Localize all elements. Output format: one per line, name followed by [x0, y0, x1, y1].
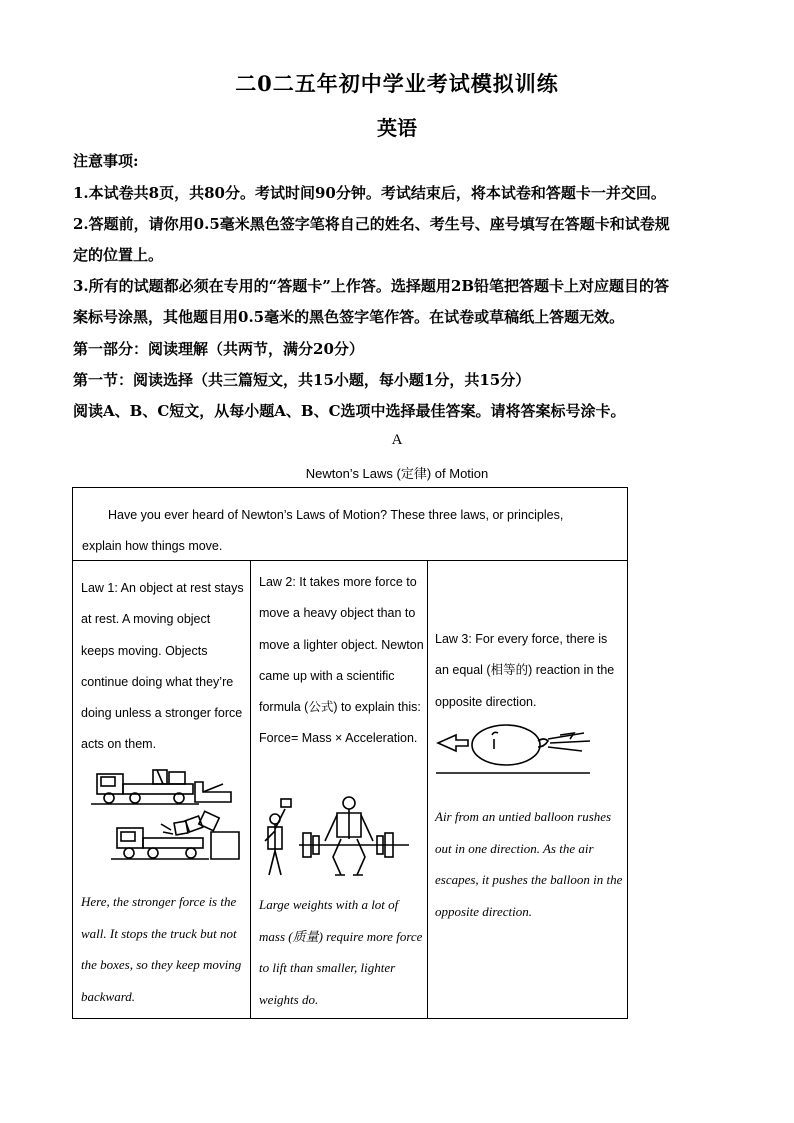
exam-title: 二0二五年初中学业考试模拟训练: [235, 71, 559, 96]
subject-title: 英语: [377, 116, 417, 140]
part-heading: 第一部分：阅读理解（共两节，满分20分）: [73, 340, 364, 358]
passage-intro-cell: [73, 488, 627, 561]
passage-title: Newton’s Laws (定律) of Motion: [305, 466, 489, 481]
law3-text: Law 3: For every force, there is an equal (相等的) reaction in the opposite direction.: [435, 632, 615, 709]
reading-instruction: 阅读A、B、C短文，从每小题A、B、C选项中选择最佳答案。请将答案标号涂卡。: [73, 402, 626, 420]
law1-text: Law 1: An object at rest stays at rest. A moving object keeps moving. Objects continue doing what they’re doing unless a stronger force acts on them.: [81, 581, 244, 752]
law2-caption: Large weights with a lot of mass (质量) require more force to lift than smaller, lighter weights do.: [259, 897, 423, 1007]
law2-text: Law 2: It takes more force to move a heavy object than to move a lighter object. Newton came up with a scientific formula (公式) to explain this: Force= Mass × Acceleration.: [259, 575, 424, 746]
passage-table: [72, 487, 628, 1019]
balloon-illustration: [434, 723, 594, 783]
law1-caption: Here, the stronger force is the wall. It stops the truck but not the boxes, so they keep moving backward.: [81, 894, 242, 1004]
passage-letter: A: [391, 432, 403, 448]
law2-cell: [251, 561, 428, 1018]
passage-intro-text: Have you ever heard of Newton’s Laws of Motion? These three laws, or principles, explain how things move.: [82, 508, 564, 553]
law1-cell: [73, 561, 251, 1018]
weightlifter-illustration: [259, 793, 419, 883]
truck-illustration: [91, 766, 241, 876]
law3-cell: [428, 561, 627, 1018]
notes-heading: 注意事项:: [73, 152, 139, 170]
law3-caption: Air from an untied balloon rushes out in one direction. As the air escapes, it pushes the balloon in the opposite direction.: [435, 809, 623, 919]
subsection-heading: 第一节：阅读选择（共三篇短文，共15小题，每小题1分，共15分）: [73, 371, 531, 389]
note-line-4: 3.所有的试题都必须在专用的“答题卡”上作答。选择题用2B铅笔把答题卡上对应题目的答: [73, 277, 670, 295]
note-line-3: 定的位置上。: [73, 246, 164, 264]
note-line-2: 2.答题前，请你用0.5毫米黑色签字笔将自己的姓名、考生号、座号填写在答题卡和试卷规: [73, 215, 670, 233]
note-line-5: 案标号涂黑，其他题目用0.5毫米的黑色签字笔作答。在试卷或草稿纸上答题无效。: [73, 308, 625, 326]
note-line-1: 1.本试卷共8页，共80分。考试时间90分钟。考试结束后，将本试卷和答题卡一并交回。: [73, 184, 666, 202]
